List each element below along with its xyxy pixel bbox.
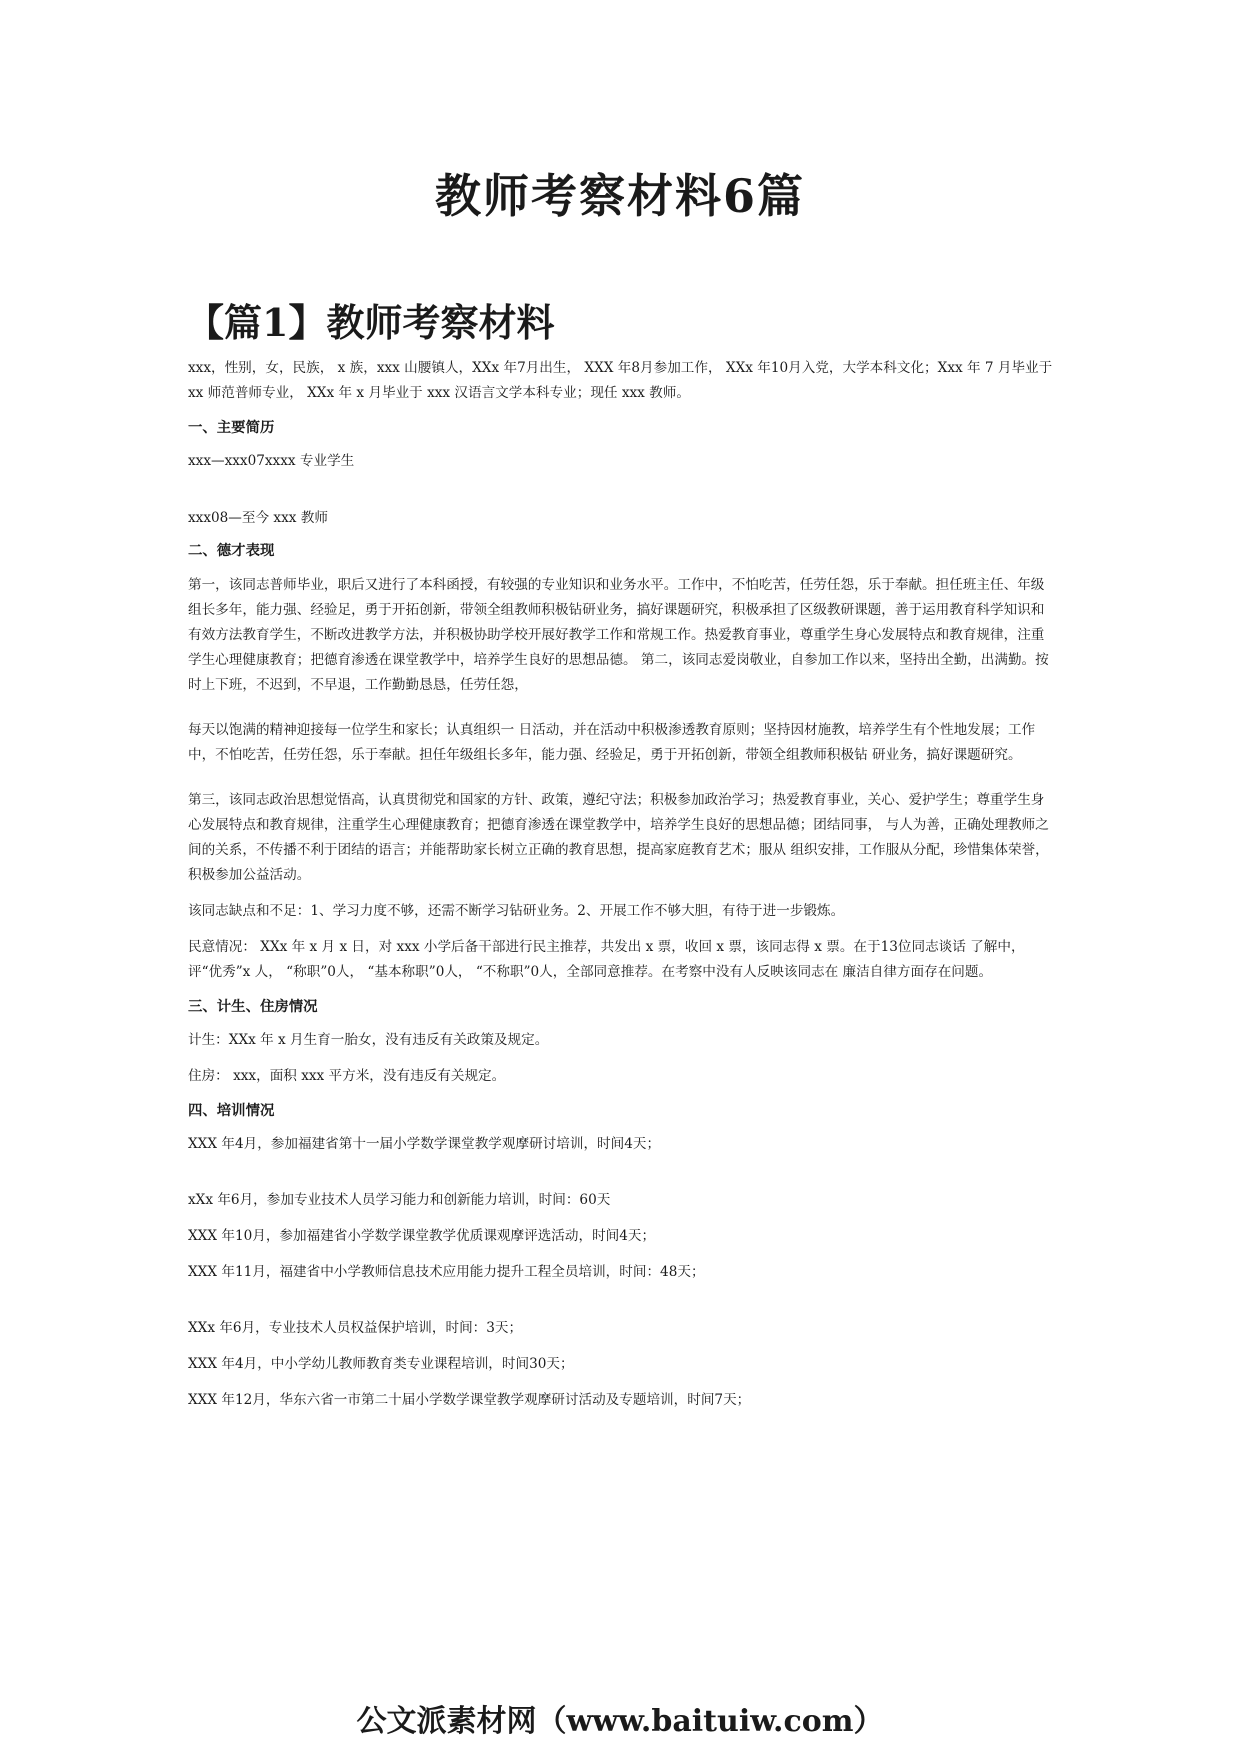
- training-item-6: XXX 年4月，中小学幼儿教师教育类专业课程培训，时间30天；: [188, 1356, 574, 1372]
- heading-performance: 二、德才表现: [188, 543, 275, 559]
- public-opinion-paragraph: 民意情况： XXx 年 x 月 x 日，对 xxx 小学后备干部进行民主推荐，共发出 x 票，收回 x 票，该同志得 x 票。在于13位同志谈话 了解中，评“优秀”x 人， “称职”0人， “基本称职”0人， “不称职”0人，全部同意推荐。在考察中没有人反映该同志在 廉洁自律方面存在问题。: [188, 939, 1025, 980]
- training-item-2: xXx 年6月，参加专业技术人员学习能力和创新能力培训，时间：60天: [188, 1192, 611, 1208]
- training-item-5: XXx 年6月，专业技术人员权益保护培训，时间：3天；: [188, 1320, 523, 1336]
- family-planning-line: 计生：XXx 年 x 月生育一胎女，没有违反有关政策及规定。: [188, 1032, 549, 1048]
- training-item-7: XXX 年12月，华东六省一市第二十届小学数学课堂教学观摩研讨活动及专题培训，时间7天；: [188, 1392, 751, 1408]
- document-body: [188, 356, 1056, 1413]
- intro-paragraph: xxx，性别，女，民族， x 族，xxx 山腰镇人，XXx 年7月出生， XXX 年8月参加工作， XXx 年10月入党，大学本科文化；Xxx 年 7 月毕业于 xx 师范普师专业， XXx 年 x 月毕业于 xxx 汉语言文学本科专业；现任 xxx 教师。: [188, 360, 1053, 401]
- heading-training: 四、培训情况: [188, 1103, 275, 1119]
- section-title: 【篇1】教师考察材料: [186, 300, 555, 345]
- site-watermark: 公文派素材网（www.baituiw.com）: [356, 1704, 884, 1739]
- resume-item-2: xxx08—至今 xxx 教师: [188, 510, 328, 526]
- document-title: 教师考察材料6篇: [434, 169, 805, 223]
- training-item-4: XXX 年11月，福建省中小学教师信息技术应用能力提升工程全员培训，时间：48天；: [188, 1264, 705, 1280]
- performance-paragraph-1: 第一，该同志普师毕业，职后又进行了本科函授，有较强的专业知识和业务水平。工作中，不怕吃苦，任劳任怨，乐于奉献。担任班主任、年级组长多年，能力强、经验足，勇于开拓创新，带领全组教师积极钻研业务，搞好课题研究，积极承担了区级教研课题，善于运用教育科学知识和有效方法教育学生，不断改进教学方法，并积极协助学校开展好教学工作和常规工作。热爱教育事业，尊重学生身心发展特点和教育规律，注重学生心理健康教育；把德育渗透在课堂教学中，培养学生良好的思想品德。 第二，该同志爱岗敬业，自参加工作以来，坚持出全勤，出满勤。按时上下班，不迟到，不早退，工作勤勤恳恳，任劳任怨，: [188, 577, 1049, 693]
- training-item-3: XXX 年10月，参加福建省小学数学课堂教学优质课观摩评选活动，时间4天；: [188, 1228, 656, 1244]
- housing-line: 住房： xxx，面积 xxx 平方米，没有违反有关规定。: [188, 1068, 506, 1084]
- performance-paragraph-2: 每天以饱满的精神迎接每一位学生和家长；认真组织一 日活动，并在活动中积极渗透教育原则；坚持因材施教，培养学生有个性地发展；工作中，不怕吃苦，任劳任怨，乐于奉献。担任年级组长多年，能力强、经验足，勇于开拓创新，带领全组教师积极钻 研业务，搞好课题研究。: [188, 722, 1036, 763]
- shortcomings-paragraph: 该同志缺点和不足：1、学习力度不够，还需不断学习钻研业务。2、开展工作不够大胆，有待于进一步锻炼。: [188, 903, 845, 919]
- heading-resume: 一、主要简历: [188, 420, 275, 436]
- resume-item-1: xxx—xxx07xxxx 专业学生: [188, 453, 355, 469]
- heading-family-housing: 三、计生、住房情况: [188, 999, 318, 1015]
- performance-paragraph-3: 第三，该同志政治思想觉悟高，认真贯彻党和国家的方针、政策，遵纪守法；积极参加政治学习；热爱教育事业，关心、爱护学生；尊重学生身心发展特点和教育规律，注重学生心理健康教育；把德育渗透在课堂教学中，培养学生良好的思想品德；团结同事， 与人为善，正确处理教师之间的关系，不传播不利于团结的语言；并能帮助家长树立正确的教育思想，提高家庭教育艺术；服从 组织安排，工作服从分配，珍惜集体荣誉，积极参加公益活动。: [188, 792, 1049, 883]
- training-item-1: XXX 年4月，参加福建省第十一届小学数学课堂教学观摩研讨培训，时间4天；: [188, 1136, 661, 1152]
